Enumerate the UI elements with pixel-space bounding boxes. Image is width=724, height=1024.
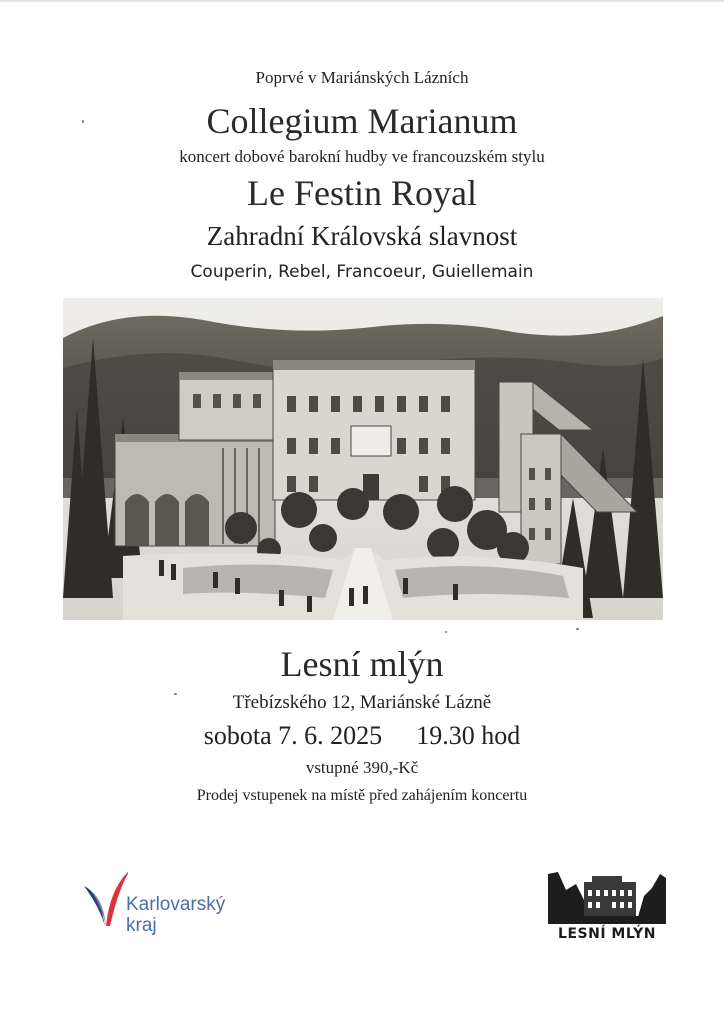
lesni-mlyn-building-icon: [548, 870, 666, 924]
scan-speck: [82, 120, 84, 123]
engraving-illustration: [63, 298, 663, 620]
venue-name: Lesní mlýn: [280, 644, 444, 684]
region-line-1: Karlovarský: [126, 894, 226, 915]
lesni-mlyn-logo: [548, 870, 666, 944]
venue-address: Třebízského 12, Mariánské Lázně: [232, 692, 492, 713]
historical-engraving: [63, 298, 663, 620]
karlovarsky-kraj-logo: [84, 868, 254, 938]
scan-speck: [445, 631, 447, 633]
ticket-sale-note: Prodej vstupenek na místě před zahájením koncertu: [196, 787, 528, 804]
event-time: 19.30 hod: [416, 721, 521, 750]
scan-speck: [576, 628, 579, 630]
programme-title: Le Festin Royal: [247, 173, 477, 213]
premiere-line: Poprvé v Mariánských Lázních: [255, 68, 469, 87]
venue-logo-text: LESNÍ MLÝN: [558, 926, 656, 942]
scan-edge: [0, 0, 724, 3]
ensemble-name: Collegium Marianum: [206, 101, 518, 141]
region-swoosh-icon: [84, 868, 128, 930]
event-date: sobota 7. 6. 2025: [203, 721, 383, 750]
admission-price: vstupné 390,-Kč: [305, 758, 419, 777]
concert-description: koncert dobové barokní hudby ve francouzském stylu: [179, 147, 545, 166]
region-logo-text: [126, 894, 225, 936]
programme-subtitle: Zahradní Královská slavnost: [206, 221, 518, 251]
event-datetime: [0, 721, 724, 751]
composers-list: Couperin, Rebel, Francoeur, Guiellemain: [190, 262, 534, 282]
region-line-2: kraj: [126, 915, 157, 936]
scan-speck: [174, 693, 177, 695]
